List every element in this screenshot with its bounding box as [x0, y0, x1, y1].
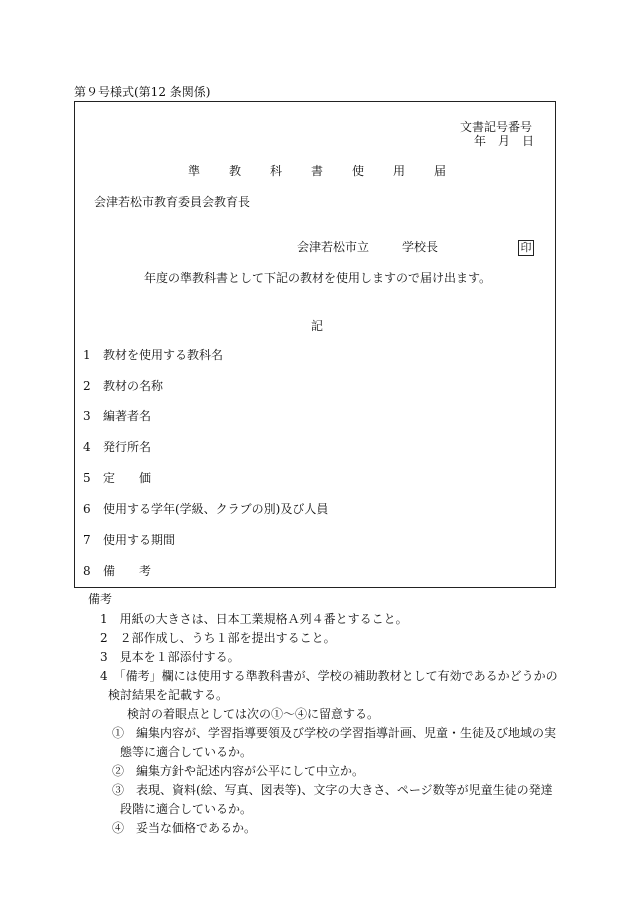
item-number: 3	[83, 409, 91, 423]
note-line: 態等に適合しているか。	[120, 745, 253, 759]
day-label: 日	[522, 134, 535, 148]
title-char: 科	[270, 164, 283, 178]
statement: 年度の準教科書として下記の教材を使用しますので届け出ます。	[144, 271, 492, 285]
title-char: 準	[188, 164, 201, 178]
item-number: 8	[83, 564, 91, 578]
note-line: 1 用紙の大きさは、日本工業規格Ａ列４番とすること。	[100, 612, 408, 626]
addressee: 会津若松市教育委員会教育長	[94, 195, 251, 209]
title-char: 書	[311, 164, 324, 178]
title-char: 教	[229, 164, 242, 178]
note-line: 2 ２部作成し、うち１部を提出すること。	[100, 631, 336, 645]
note-line: 4 「備考」欄には使用する準教科書が、学校の補助教材として有効であるかどうかの	[100, 669, 558, 683]
item-label: 編著者名	[103, 409, 152, 423]
item-number: 7	[83, 533, 91, 547]
note-line: ② 編集方針や記述内容が公平にして中立か。	[112, 764, 365, 778]
item-number: 6	[83, 502, 91, 516]
form-number-label: 第９号様式(第12 条関係)	[74, 85, 211, 99]
note-line: ① 編集内容が、学習指導要領及び学校の学習指導計画、児童・生徒及び地域の実	[112, 726, 557, 740]
item-label: 定 価	[103, 471, 152, 485]
notes-heading: 備考	[88, 592, 113, 606]
month-label: 月	[498, 134, 511, 148]
title-char: 用	[393, 164, 406, 178]
seal-mark: 印	[518, 240, 534, 256]
item-label: 使用する期間	[103, 533, 176, 547]
item-label: 教材を使用する教科名	[103, 348, 224, 362]
school-suffix: 学校長	[402, 240, 439, 254]
note-line: 3 見本を１部添付する。	[100, 650, 240, 664]
note-line: 検討の着眼点としては次の①～④に留意する。	[127, 707, 380, 721]
ki-marker: 記	[311, 319, 324, 333]
item-label: 使用する学年(学級、クラブの別)及び人員	[103, 502, 329, 516]
item-number: 5	[83, 471, 91, 485]
note-line: ④ 妥当な価格であるか。	[112, 821, 257, 835]
item-number: 2	[83, 379, 91, 393]
item-number: 4	[83, 440, 91, 454]
item-label: 備 考	[103, 564, 152, 578]
note-line: 段階に適合しているか。	[120, 802, 253, 816]
note-line: 検討結果を記載する。	[108, 688, 229, 702]
title-char: 届	[434, 164, 447, 178]
school-prefix: 会津若松市立	[297, 240, 370, 254]
item-label: 発行所名	[103, 440, 152, 454]
item-number: 1	[83, 348, 91, 362]
year-label: 年	[474, 134, 487, 148]
document-number: 文書記号番号	[460, 120, 533, 134]
title-char: 使	[352, 164, 365, 178]
item-label: 教材の名称	[103, 379, 164, 393]
note-line: ③ 表現、資料(絵、写真、図表等)、文字の大きさ、ページ数等が児童生徒の発達	[112, 783, 553, 797]
